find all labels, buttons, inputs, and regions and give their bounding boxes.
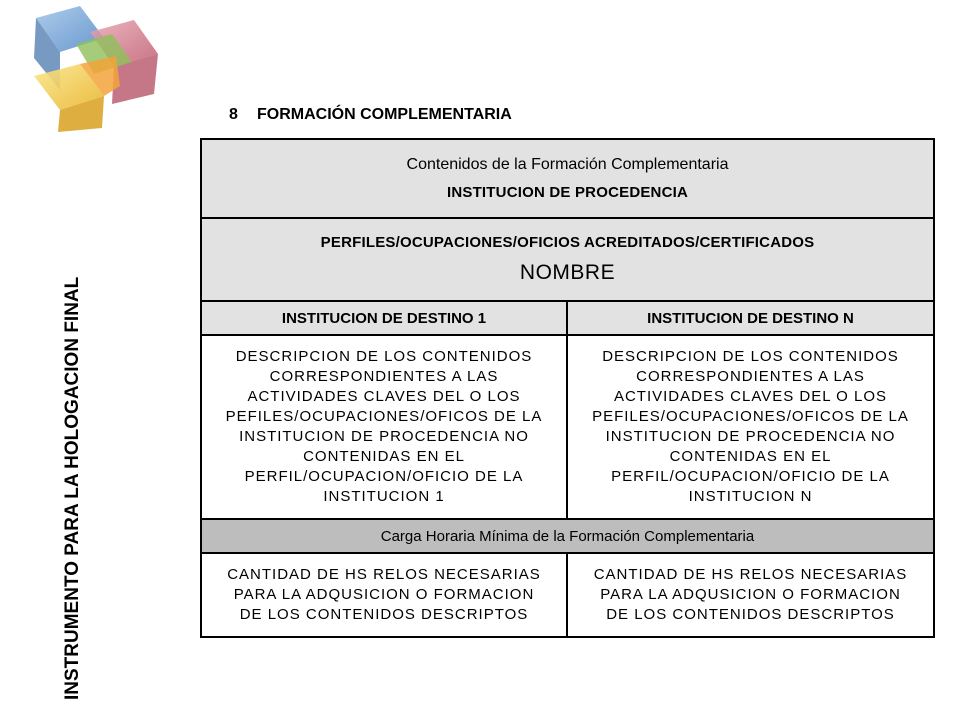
hours-n-cell: [567, 553, 934, 637]
desc-n-line: DESCRIPCION DE LOS CONTENIDOS: [602, 348, 899, 365]
desc-1-line: PERFIL/OCUPACION/OFICIO DE LA: [244, 468, 524, 485]
desc-n-line: INSTITUCION N: [688, 488, 813, 505]
hours-1-line: CANTIDAD DE HS RELOS NECESARIAS: [227, 566, 541, 583]
desc-1-line: PEFILES/OCUPACIONES/OFICOS DE LA: [225, 408, 543, 425]
section-heading: [229, 106, 512, 124]
dest-1-header: INSTITUCION DE DESTINO 1: [201, 301, 567, 335]
desc-n-line: CONTENIDAS EN EL: [669, 448, 832, 465]
profiles-title: PERFILES/OCUPACIONES/OFICIOS ACREDITADOS/CERTIFICADOS: [320, 234, 815, 251]
header-title: Contenidos de la Formación Complementaria: [406, 156, 729, 173]
vertical-side-title: INSTRUMENTO PARA LA HOLOGACION FINAL: [62, 276, 83, 700]
hours-1-line: PARA LA ADQUSICION O FORMACION: [233, 586, 535, 603]
desc-1-line: DESCRIPCION DE LOS CONTENIDOS: [235, 348, 533, 365]
complementary-training-table: [200, 138, 935, 638]
header-cell: [201, 139, 934, 218]
desc-1-line: INSTITUCION 1: [323, 488, 445, 505]
desc-n-line: ACTIVIDADES CLAVES DEL O LOS: [613, 388, 888, 405]
desc-n-line: INSTITUCION DE PROCEDENCIA NO: [605, 428, 896, 445]
hours-n-line: DE LOS CONTENIDOS DESCRIPTOS: [606, 606, 895, 623]
desc-1-line: CORRESPONDIENTES A LAS: [269, 368, 499, 385]
desc-n-line: CORRESPONDIENTES A LAS: [636, 368, 865, 385]
hours-n-line: PARA LA ADQUSICION O FORMACION: [600, 586, 901, 603]
desc-n-line: PERFIL/OCUPACION/OFICIO DE LA: [611, 468, 890, 485]
hours-title: Carga Horaria Mínima de la Formación Complementaria: [201, 519, 934, 553]
desc-1-cell: [201, 335, 567, 519]
section-number: 8: [229, 106, 238, 123]
cube-logo: [22, 4, 170, 132]
desc-1-line: CONTENIDAS EN EL: [303, 448, 465, 465]
hours-1-line: DE LOS CONTENIDOS DESCRIPTOS: [239, 606, 529, 623]
hours-1-cell: [201, 553, 567, 637]
header-institution: INSTITUCION DE PROCEDENCIA: [446, 184, 689, 201]
desc-n-line: PEFILES/OCUPACIONES/OFICOS DE LA: [592, 408, 909, 425]
profiles-cell: [201, 218, 934, 301]
desc-n-cell: [567, 335, 934, 519]
section-title: FORMACIÓN COMPLEMENTARIA: [257, 106, 512, 123]
desc-1-line: INSTITUCION DE PROCEDENCIA NO: [239, 428, 529, 445]
dest-n-header: INSTITUCION DE DESTINO N: [567, 301, 934, 335]
desc-1-line: ACTIVIDADES CLAVES DEL O LOS: [247, 388, 521, 405]
hours-n-line: CANTIDAD DE HS RELOS NECESARIAS: [593, 566, 908, 583]
name-label: NOMBRE: [519, 261, 616, 284]
